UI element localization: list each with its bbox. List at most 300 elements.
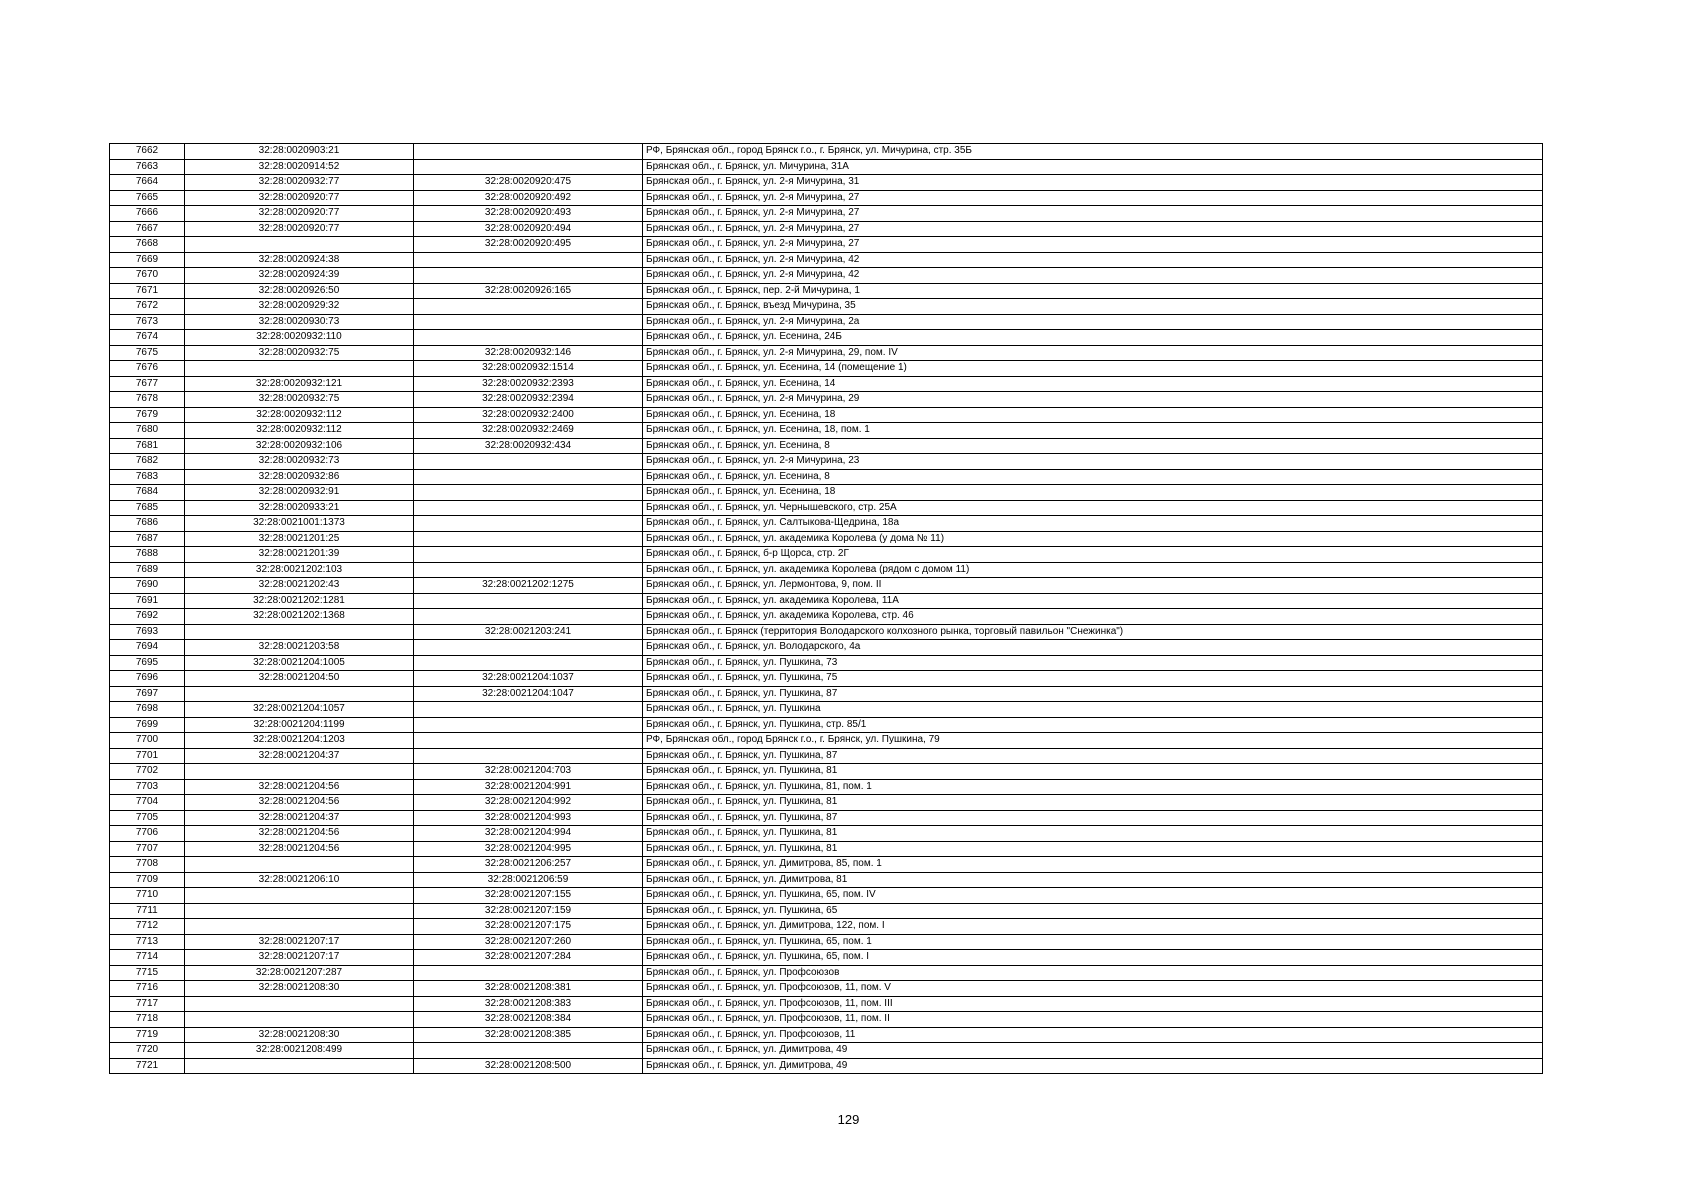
- table-row: [110, 268, 1543, 284]
- land-cadastral-number-cell: 32:28:0021207:287: [185, 965, 414, 981]
- land-cadastral-number-cell: 32:28:0020932:75: [185, 392, 414, 408]
- row-number-cell: 7707: [110, 841, 185, 857]
- row-number-cell: 7697: [110, 686, 185, 702]
- land-cadastral-number-cell: [185, 888, 414, 904]
- row-number-cell: 7669: [110, 252, 185, 268]
- building-cadastral-number-cell: 32:28:0020920:492: [414, 190, 643, 206]
- building-cadastral-number-cell: 32:28:0021207:260: [414, 934, 643, 950]
- land-cadastral-number-cell: [185, 237, 414, 253]
- row-number-cell: 7684: [110, 485, 185, 501]
- row-number-cell: 7693: [110, 624, 185, 640]
- land-cadastral-number-cell: 32:28:0021204:50: [185, 671, 414, 687]
- row-number-cell: 7691: [110, 593, 185, 609]
- land-cadastral-number-cell: [185, 857, 414, 873]
- building-cadastral-number-cell: 32:28:0020932:2469: [414, 423, 643, 439]
- building-cadastral-number-cell: 32:28:0021207:159: [414, 903, 643, 919]
- building-cadastral-number-cell: [414, 748, 643, 764]
- table-row: [110, 314, 1543, 330]
- row-number-cell: 7690: [110, 578, 185, 594]
- row-number-cell: 7670: [110, 268, 185, 284]
- table-row: [110, 578, 1543, 594]
- land-cadastral-number-cell: 32:28:0020929:32: [185, 299, 414, 315]
- address-cell: Брянская обл., г. Брянск, ул. 2-я Мичурина, 31: [643, 175, 1543, 191]
- land-cadastral-number-cell: 32:28:0020920:77: [185, 190, 414, 206]
- building-cadastral-number-cell: [414, 454, 643, 470]
- row-number-cell: 7687: [110, 531, 185, 547]
- address-cell: Брянская обл., г. Брянск, ул. Пушкина, 75: [643, 671, 1543, 687]
- land-cadastral-number-cell: 32:28:0021204:56: [185, 795, 414, 811]
- building-cadastral-number-cell: [414, 299, 643, 315]
- land-cadastral-number-cell: [185, 624, 414, 640]
- address-cell: Брянская обл., г. Брянск, ул. Пушкина, 81: [643, 826, 1543, 842]
- row-number-cell: 7694: [110, 640, 185, 656]
- land-cadastral-number-cell: 32:28:0020920:77: [185, 221, 414, 237]
- address-cell: Брянская обл., г. Брянск, ул. 2-я Мичурина, 27: [643, 206, 1543, 222]
- land-cadastral-number-cell: 32:28:0021202:1368: [185, 609, 414, 625]
- land-cadastral-number-cell: 32:28:0020932:110: [185, 330, 414, 346]
- land-cadastral-number-cell: 32:28:0021207:17: [185, 950, 414, 966]
- table-row: [110, 950, 1543, 966]
- building-cadastral-number-cell: 32:28:0021208:385: [414, 1027, 643, 1043]
- land-cadastral-number-cell: 32:28:0021204:56: [185, 779, 414, 795]
- table-row: [110, 624, 1543, 640]
- row-number-cell: 7672: [110, 299, 185, 315]
- address-cell: Брянская обл., г. Брянск, ул. Пушкина, стр. 85/1: [643, 717, 1543, 733]
- table-row: [110, 175, 1543, 191]
- row-number-cell: 7662: [110, 144, 185, 160]
- table-row: [110, 407, 1543, 423]
- table-row: [110, 516, 1543, 532]
- land-cadastral-number-cell: 32:28:0021204:56: [185, 826, 414, 842]
- land-cadastral-number-cell: 32:28:0021001:1373: [185, 516, 414, 532]
- land-cadastral-number-cell: 32:28:0020924:39: [185, 268, 414, 284]
- address-cell: Брянская обл., г. Брянск, ул. 2-я Мичурина, 29: [643, 392, 1543, 408]
- address-cell: Брянская обл., г. Брянск, ул. Профсоюзов, 11, пом. III: [643, 996, 1543, 1012]
- address-cell: Брянская обл., г. Брянск (территория Володарского колхозного рынка, торговый павильон "Снежинка"): [643, 624, 1543, 640]
- row-number-cell: 7696: [110, 671, 185, 687]
- address-cell: Брянская обл., г. Брянск, ул. Профсоюзов, 11: [643, 1027, 1543, 1043]
- table-row: [110, 562, 1543, 578]
- building-cadastral-number-cell: 32:28:0021204:991: [414, 779, 643, 795]
- row-number-cell: 7688: [110, 547, 185, 563]
- land-cadastral-number-cell: 32:28:0020926:50: [185, 283, 414, 299]
- register-table: [109, 143, 1543, 1074]
- building-cadastral-number-cell: [414, 640, 643, 656]
- table-row: [110, 500, 1543, 516]
- land-cadastral-number-cell: 32:28:0021207:17: [185, 934, 414, 950]
- address-cell: Брянская обл., г. Брянск, ул. Профсоюзов, 11, пом. V: [643, 981, 1543, 997]
- row-number-cell: 7716: [110, 981, 185, 997]
- building-cadastral-number-cell: [414, 1043, 643, 1059]
- row-number-cell: 7663: [110, 159, 185, 175]
- table-row: [110, 485, 1543, 501]
- row-number-cell: 7678: [110, 392, 185, 408]
- building-cadastral-number-cell: [414, 500, 643, 516]
- building-cadastral-number-cell: [414, 547, 643, 563]
- table-row: [110, 841, 1543, 857]
- land-cadastral-number-cell: 32:28:0020932:112: [185, 423, 414, 439]
- address-cell: Брянская обл., г. Брянск, ул. 2-я Мичурина, 29, пом. IV: [643, 345, 1543, 361]
- building-cadastral-number-cell: 32:28:0020932:2400: [414, 407, 643, 423]
- address-cell: Брянская обл., г. Брянск, ул. 2-я Мичурина, 42: [643, 252, 1543, 268]
- address-cell: Брянская обл., г. Брянск, ул. Пушкина, 81: [643, 764, 1543, 780]
- land-cadastral-number-cell: 32:28:0020920:77: [185, 206, 414, 222]
- row-number-cell: 7671: [110, 283, 185, 299]
- table-row: [110, 547, 1543, 563]
- building-cadastral-number-cell: 32:28:0021204:995: [414, 841, 643, 857]
- table-row: [110, 1027, 1543, 1043]
- land-cadastral-number-cell: 32:28:0021208:499: [185, 1043, 414, 1059]
- row-number-cell: 7695: [110, 655, 185, 671]
- table-row: [110, 361, 1543, 377]
- building-cadastral-number-cell: [414, 159, 643, 175]
- register-table-body: [110, 144, 1543, 1074]
- table-row: [110, 438, 1543, 454]
- land-cadastral-number-cell: 32:28:0021204:1203: [185, 733, 414, 749]
- building-cadastral-number-cell: 32:28:0021208:383: [414, 996, 643, 1012]
- address-cell: РФ, Брянская обл., город Брянск г.о., г. Брянск, ул. Пушкина, 79: [643, 733, 1543, 749]
- land-cadastral-number-cell: 32:28:0021208:30: [185, 1027, 414, 1043]
- address-cell: Брянская обл., г. Брянск, ул. Есенина, 18: [643, 407, 1543, 423]
- building-cadastral-number-cell: [414, 268, 643, 284]
- address-cell: Брянская обл., г. Брянск, ул. Пушкина, 81: [643, 795, 1543, 811]
- land-cadastral-number-cell: 32:28:0021204:1057: [185, 702, 414, 718]
- table-row: [110, 686, 1543, 702]
- land-cadastral-number-cell: [185, 361, 414, 377]
- table-row: [110, 779, 1543, 795]
- table-row: [110, 330, 1543, 346]
- address-cell: Брянская обл., г. Брянск, ул. академика Королева, стр. 46: [643, 609, 1543, 625]
- building-cadastral-number-cell: 32:28:0020932:1514: [414, 361, 643, 377]
- row-number-cell: 7711: [110, 903, 185, 919]
- land-cadastral-number-cell: [185, 919, 414, 935]
- land-cadastral-number-cell: 32:28:0020903:21: [185, 144, 414, 160]
- row-number-cell: 7675: [110, 345, 185, 361]
- address-cell: Брянская обл., г. Брянск, ул. Мичурина, 31А: [643, 159, 1543, 175]
- row-number-cell: 7718: [110, 1012, 185, 1028]
- land-cadastral-number-cell: 32:28:0020932:121: [185, 376, 414, 392]
- address-cell: Брянская обл., г. Брянск, ул. Профсоюзов: [643, 965, 1543, 981]
- table-row: [110, 144, 1543, 160]
- address-cell: Брянская обл., г. Брянск, ул. Володарского, 4а: [643, 640, 1543, 656]
- row-number-cell: 7676: [110, 361, 185, 377]
- land-cadastral-number-cell: 32:28:0020924:38: [185, 252, 414, 268]
- building-cadastral-number-cell: 32:28:0021202:1275: [414, 578, 643, 594]
- table-row: [110, 237, 1543, 253]
- building-cadastral-number-cell: 32:28:0020932:434: [414, 438, 643, 454]
- row-number-cell: 7682: [110, 454, 185, 470]
- address-cell: Брянская обл., г. Брянск, ул. Лермонтова, 9, пом. II: [643, 578, 1543, 594]
- address-cell: Брянская обл., г. Брянск, въезд Мичурина, 35: [643, 299, 1543, 315]
- building-cadastral-number-cell: 32:28:0020920:495: [414, 237, 643, 253]
- address-cell: Брянская обл., г. Брянск, ул. Профсоюзов, 11, пом. II: [643, 1012, 1543, 1028]
- table-row: [110, 1058, 1543, 1074]
- land-cadastral-number-cell: 32:28:0020932:86: [185, 469, 414, 485]
- address-cell: Брянская обл., г. Брянск, ул. 2-я Мичурина, 42: [643, 268, 1543, 284]
- row-number-cell: 7679: [110, 407, 185, 423]
- address-cell: Брянская обл., г. Брянск, ул. Пушкина, 87: [643, 748, 1543, 764]
- row-number-cell: 7708: [110, 857, 185, 873]
- table-row: [110, 206, 1543, 222]
- address-cell: Брянская обл., г. Брянск, ул. 2-я Мичурина, 2а: [643, 314, 1543, 330]
- table-row: [110, 795, 1543, 811]
- land-cadastral-number-cell: 32:28:0021202:43: [185, 578, 414, 594]
- land-cadastral-number-cell: [185, 1012, 414, 1028]
- land-cadastral-number-cell: 32:28:0020914:52: [185, 159, 414, 175]
- building-cadastral-number-cell: [414, 314, 643, 330]
- row-number-cell: 7709: [110, 872, 185, 888]
- table-row: [110, 810, 1543, 826]
- table-row: [110, 454, 1543, 470]
- row-number-cell: 7681: [110, 438, 185, 454]
- page-number: 129: [837, 1112, 860, 1127]
- row-number-cell: 7721: [110, 1058, 185, 1074]
- land-cadastral-number-cell: 32:28:0020932:112: [185, 407, 414, 423]
- land-cadastral-number-cell: 32:28:0021204:1005: [185, 655, 414, 671]
- address-cell: Брянская обл., г. Брянск, ул. Есенина, 8: [643, 438, 1543, 454]
- address-cell: Брянская обл., г. Брянск, ул. академика Королева (у дома № 11): [643, 531, 1543, 547]
- land-cadastral-number-cell: 32:28:0020932:73: [185, 454, 414, 470]
- address-cell: Брянская обл., г. Брянск, ул. Димитрова, 122, пом. I: [643, 919, 1543, 935]
- land-cadastral-number-cell: 32:28:0020930:73: [185, 314, 414, 330]
- row-number-cell: 7685: [110, 500, 185, 516]
- address-cell: Брянская обл., г. Брянск, ул. Чернышевского, стр. 25А: [643, 500, 1543, 516]
- table-row: [110, 748, 1543, 764]
- land-cadastral-number-cell: 32:28:0021202:103: [185, 562, 414, 578]
- address-cell: Брянская обл., г. Брянск, ул. Пушкина, 87: [643, 810, 1543, 826]
- table-row: [110, 981, 1543, 997]
- table-row: [110, 392, 1543, 408]
- building-cadastral-number-cell: [414, 733, 643, 749]
- table-row: [110, 826, 1543, 842]
- table-row: [110, 934, 1543, 950]
- table-row: [110, 531, 1543, 547]
- address-cell: Брянская обл., г. Брянск, ул. Пушкина, 81, пом. 1: [643, 779, 1543, 795]
- table-row: [110, 702, 1543, 718]
- land-cadastral-number-cell: 32:28:0020932:91: [185, 485, 414, 501]
- row-number-cell: 7683: [110, 469, 185, 485]
- address-cell: Брянская обл., г. Брянск, ул. Пушкина, 65, пом. I: [643, 950, 1543, 966]
- row-number-cell: 7719: [110, 1027, 185, 1043]
- address-cell: Брянская обл., г. Брянск, ул. Пушкина, 81: [643, 841, 1543, 857]
- table-row: [110, 221, 1543, 237]
- table-row: [110, 252, 1543, 268]
- row-number-cell: 7673: [110, 314, 185, 330]
- building-cadastral-number-cell: 32:28:0021208:500: [414, 1058, 643, 1074]
- row-number-cell: 7704: [110, 795, 185, 811]
- building-cadastral-number-cell: [414, 717, 643, 733]
- row-number-cell: 7701: [110, 748, 185, 764]
- address-cell: Брянская обл., г. Брянск, ул. Димитрова, 49: [643, 1043, 1543, 1059]
- building-cadastral-number-cell: [414, 609, 643, 625]
- row-number-cell: 7674: [110, 330, 185, 346]
- land-cadastral-number-cell: [185, 996, 414, 1012]
- table-row: [110, 919, 1543, 935]
- row-number-cell: 7667: [110, 221, 185, 237]
- table-row: [110, 764, 1543, 780]
- row-number-cell: 7666: [110, 206, 185, 222]
- row-number-cell: 7664: [110, 175, 185, 191]
- table-row: [110, 609, 1543, 625]
- address-cell: Брянская обл., г. Брянск, ул. Есенина, 18: [643, 485, 1543, 501]
- land-cadastral-number-cell: [185, 686, 414, 702]
- row-number-cell: 7699: [110, 717, 185, 733]
- land-cadastral-number-cell: 32:28:0021204:37: [185, 748, 414, 764]
- address-cell: Брянская обл., г. Брянск, ул. Есенина, 14 (помещение 1): [643, 361, 1543, 377]
- building-cadastral-number-cell: [414, 469, 643, 485]
- building-cadastral-number-cell: [414, 531, 643, 547]
- row-number-cell: 7692: [110, 609, 185, 625]
- table-row: [110, 190, 1543, 206]
- address-cell: Брянская обл., г. Брянск, ул. Димитрова, 81: [643, 872, 1543, 888]
- land-cadastral-number-cell: 32:28:0020932:106: [185, 438, 414, 454]
- land-cadastral-number-cell: 32:28:0021202:1281: [185, 593, 414, 609]
- row-number-cell: 7710: [110, 888, 185, 904]
- building-cadastral-number-cell: [414, 655, 643, 671]
- building-cadastral-number-cell: 32:28:0021203:241: [414, 624, 643, 640]
- land-cadastral-number-cell: 32:28:0021206:10: [185, 872, 414, 888]
- building-cadastral-number-cell: [414, 516, 643, 532]
- row-number-cell: 7720: [110, 1043, 185, 1059]
- row-number-cell: 7715: [110, 965, 185, 981]
- building-cadastral-number-cell: 32:28:0021204:1047: [414, 686, 643, 702]
- building-cadastral-number-cell: 32:28:0020926:165: [414, 283, 643, 299]
- address-cell: Брянская обл., г. Брянск, ул. Есенина, 8: [643, 469, 1543, 485]
- building-cadastral-number-cell: 32:28:0021204:1037: [414, 671, 643, 687]
- address-cell: Брянская обл., г. Брянск, ул. 2-я Мичурина, 23: [643, 454, 1543, 470]
- row-number-cell: 7705: [110, 810, 185, 826]
- land-cadastral-number-cell: [185, 903, 414, 919]
- building-cadastral-number-cell: [414, 702, 643, 718]
- table-row: [110, 283, 1543, 299]
- table-row: [110, 593, 1543, 609]
- building-cadastral-number-cell: 32:28:0021206:59: [414, 872, 643, 888]
- land-cadastral-number-cell: [185, 764, 414, 780]
- address-cell: Брянская обл., г. Брянск, ул. академика Королева, 11А: [643, 593, 1543, 609]
- row-number-cell: 7689: [110, 562, 185, 578]
- row-number-cell: 7702: [110, 764, 185, 780]
- land-cadastral-number-cell: [185, 1058, 414, 1074]
- address-cell: Брянская обл., г. Брянск, ул. Есенина, 14: [643, 376, 1543, 392]
- row-number-cell: 7665: [110, 190, 185, 206]
- table-row: [110, 299, 1543, 315]
- building-cadastral-number-cell: [414, 330, 643, 346]
- address-cell: Брянская обл., г. Брянск, ул. Пушкина: [643, 702, 1543, 718]
- address-cell: Брянская обл., г. Брянск, ул. Пушкина, 87: [643, 686, 1543, 702]
- table-row: [110, 996, 1543, 1012]
- building-cadastral-number-cell: 32:28:0021208:381: [414, 981, 643, 997]
- row-number-cell: 7698: [110, 702, 185, 718]
- building-cadastral-number-cell: 32:28:0020932:2393: [414, 376, 643, 392]
- land-cadastral-number-cell: 32:28:0020933:21: [185, 500, 414, 516]
- table-row: [110, 717, 1543, 733]
- building-cadastral-number-cell: 32:28:0021208:384: [414, 1012, 643, 1028]
- building-cadastral-number-cell: 32:28:0020920:494: [414, 221, 643, 237]
- table-row: [110, 888, 1543, 904]
- table-row: [110, 159, 1543, 175]
- row-number-cell: 7717: [110, 996, 185, 1012]
- address-cell: Брянская обл., г. Брянск, ул. Димитрова, 85, пом. 1: [643, 857, 1543, 873]
- building-cadastral-number-cell: [414, 252, 643, 268]
- building-cadastral-number-cell: [414, 485, 643, 501]
- land-cadastral-number-cell: 32:28:0021204:1199: [185, 717, 414, 733]
- building-cadastral-number-cell: 32:28:0021204:994: [414, 826, 643, 842]
- table-row: [110, 872, 1543, 888]
- address-cell: Брянская обл., г. Брянск, ул. Салтыкова-Щедрина, 18а: [643, 516, 1543, 532]
- address-cell: Брянская обл., г. Брянск, ул. 2-я Мичурина, 27: [643, 237, 1543, 253]
- row-number-cell: 7680: [110, 423, 185, 439]
- table-row: [110, 469, 1543, 485]
- address-cell: Брянская обл., г. Брянск, ул. Пушкина, 65: [643, 903, 1543, 919]
- building-cadastral-number-cell: 32:28:0021207:284: [414, 950, 643, 966]
- table-row: [110, 376, 1543, 392]
- row-number-cell: 7668: [110, 237, 185, 253]
- table-row: [110, 903, 1543, 919]
- building-cadastral-number-cell: [414, 144, 643, 160]
- address-cell: Брянская обл., г. Брянск, пер. 2-й Мичурина, 1: [643, 283, 1543, 299]
- land-cadastral-number-cell: 32:28:0021203:58: [185, 640, 414, 656]
- table-row: [110, 655, 1543, 671]
- address-cell: Брянская обл., г. Брянск, ул. Есенина, 18, пом. 1: [643, 423, 1543, 439]
- table-row: [110, 733, 1543, 749]
- address-cell: Брянская обл., г. Брянск, ул. 2-я Мичурина, 27: [643, 190, 1543, 206]
- address-cell: Брянская обл., г. Брянск, ул. академика Королева (рядом с домом 11): [643, 562, 1543, 578]
- row-number-cell: 7700: [110, 733, 185, 749]
- building-cadastral-number-cell: 32:28:0021204:703: [414, 764, 643, 780]
- land-cadastral-number-cell: 32:28:0020932:77: [185, 175, 414, 191]
- land-cadastral-number-cell: 32:28:0021204:56: [185, 841, 414, 857]
- address-cell: Брянская обл., г. Брянск, ул. Пушкина, 65, пом. IV: [643, 888, 1543, 904]
- building-cadastral-number-cell: 32:28:0020920:493: [414, 206, 643, 222]
- row-number-cell: 7714: [110, 950, 185, 966]
- building-cadastral-number-cell: [414, 593, 643, 609]
- table-row: [110, 671, 1543, 687]
- table-row: [110, 1012, 1543, 1028]
- building-cadastral-number-cell: [414, 562, 643, 578]
- table-row: [110, 640, 1543, 656]
- table-row: [110, 1043, 1543, 1059]
- building-cadastral-number-cell: [414, 965, 643, 981]
- row-number-cell: 7712: [110, 919, 185, 935]
- land-cadastral-number-cell: 32:28:0021208:30: [185, 981, 414, 997]
- address-cell: Брянская обл., г. Брянск, ул. Димитрова, 49: [643, 1058, 1543, 1074]
- land-cadastral-number-cell: 32:28:0021204:37: [185, 810, 414, 826]
- land-cadastral-number-cell: 32:28:0021201:25: [185, 531, 414, 547]
- address-cell: Брянская обл., г. Брянск, ул. 2-я Мичурина, 27: [643, 221, 1543, 237]
- address-cell: Брянская обл., г. Брянск, ул. Пушкина, 65, пом. 1: [643, 934, 1543, 950]
- building-cadastral-number-cell: 32:28:0020932:146: [414, 345, 643, 361]
- building-cadastral-number-cell: 32:28:0021207:175: [414, 919, 643, 935]
- row-number-cell: 7703: [110, 779, 185, 795]
- address-cell: Брянская обл., г. Брянск, ул. Есенина, 24Б: [643, 330, 1543, 346]
- address-cell: Брянская обл., г. Брянск, ул. Пушкина, 73: [643, 655, 1543, 671]
- building-cadastral-number-cell: 32:28:0021207:155: [414, 888, 643, 904]
- building-cadastral-number-cell: 32:28:0020932:2394: [414, 392, 643, 408]
- land-cadastral-number-cell: 32:28:0020932:75: [185, 345, 414, 361]
- building-cadastral-number-cell: 32:28:0021204:993: [414, 810, 643, 826]
- table-row: [110, 857, 1543, 873]
- table-row: [110, 423, 1543, 439]
- row-number-cell: 7686: [110, 516, 185, 532]
- building-cadastral-number-cell: 32:28:0021206:257: [414, 857, 643, 873]
- address-cell: РФ, Брянская обл., город Брянск г.о., г. Брянск, ул. Мичурина, стр. 35Б: [643, 144, 1543, 160]
- land-cadastral-number-cell: 32:28:0021201:39: [185, 547, 414, 563]
- row-number-cell: 7677: [110, 376, 185, 392]
- building-cadastral-number-cell: 32:28:0020920:475: [414, 175, 643, 191]
- row-number-cell: 7706: [110, 826, 185, 842]
- table-row: [110, 345, 1543, 361]
- row-number-cell: 7713: [110, 934, 185, 950]
